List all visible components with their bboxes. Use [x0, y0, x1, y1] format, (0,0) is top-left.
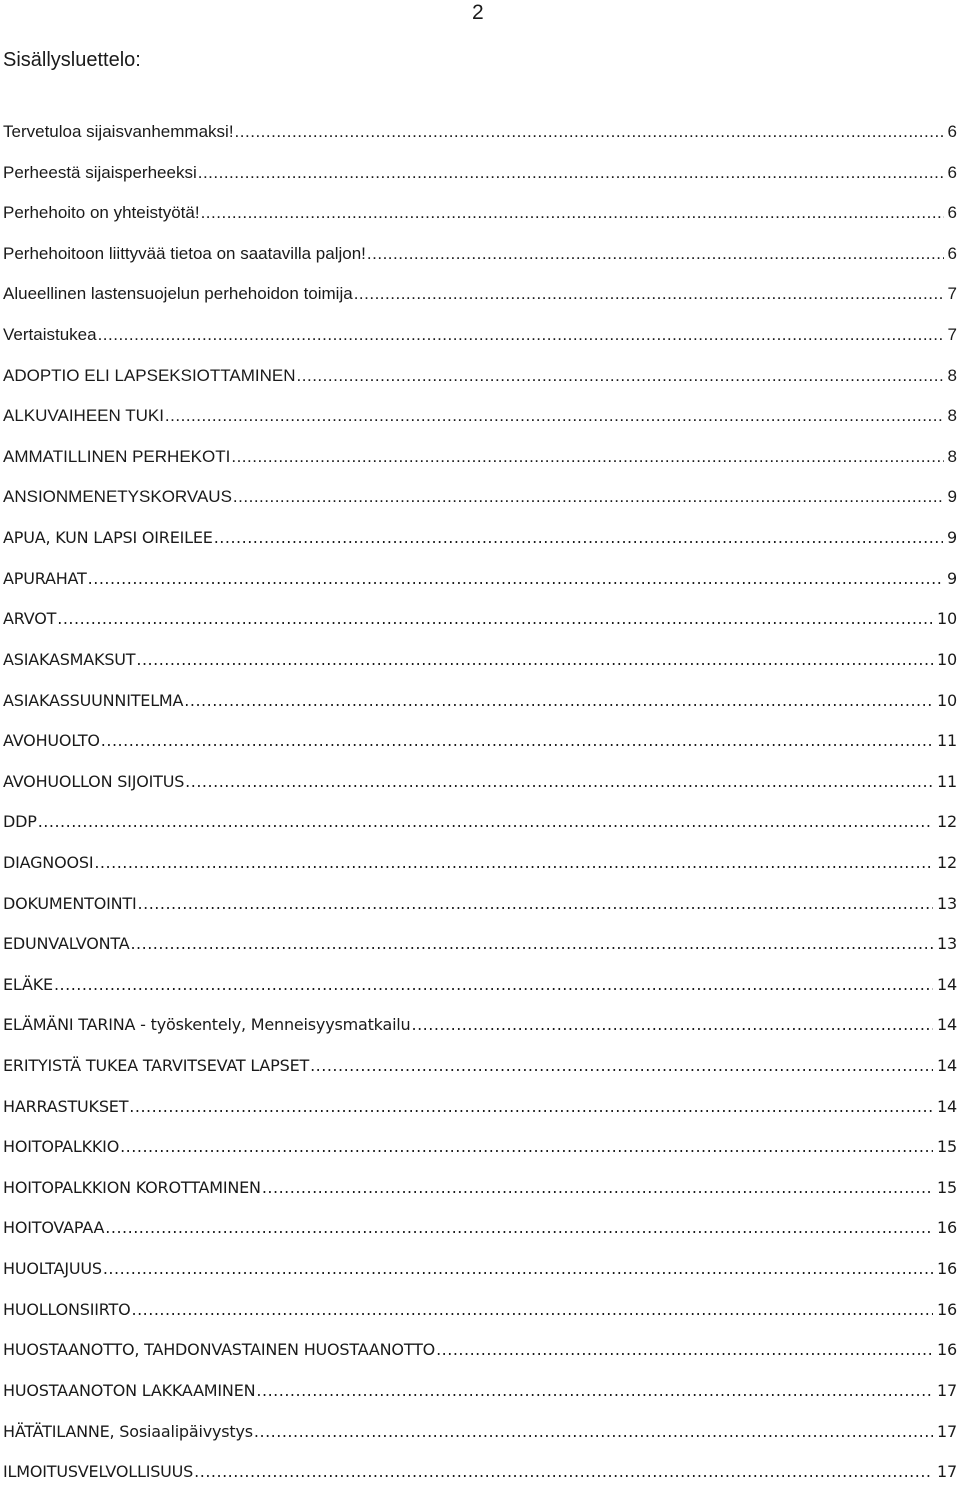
toc-entry-label: Perhehoito on yhteistyötä!	[3, 203, 200, 223]
toc-entry-page: 12	[937, 852, 957, 872]
toc-entry-label: EDUNVALVONTA	[3, 934, 130, 954]
toc-entry[interactable]	[3, 1174, 957, 1215]
toc-dot-leader	[194, 1458, 933, 1486]
toc-heading: Sisällysluettelo:	[3, 49, 141, 71]
toc-dot-leader	[310, 1052, 933, 1080]
toc-dot-leader	[103, 1255, 933, 1283]
toc-dot-leader	[184, 687, 933, 715]
toc-dot-leader	[412, 1011, 934, 1039]
toc-entry-label: DOKUMENTOINTI	[3, 893, 137, 913]
toc-entry-label: HUOLLONSIIRTO	[3, 1299, 131, 1319]
toc-entry-page: 6	[947, 203, 957, 223]
toc-entry[interactable]	[3, 1214, 957, 1255]
toc-entry-page: 9	[947, 568, 957, 588]
toc-entry[interactable]	[3, 727, 957, 768]
toc-dot-leader	[131, 1296, 933, 1324]
toc-dot-leader	[214, 524, 943, 552]
toc-entry-label: HUOLTAJUUS	[3, 1259, 102, 1279]
toc-entry-page: 14	[937, 974, 957, 994]
toc-entry-page: 11	[937, 731, 957, 751]
toc-entry[interactable]	[3, 1336, 957, 1377]
toc-entry[interactable]	[3, 565, 957, 606]
toc-entry-page: 17	[937, 1380, 957, 1400]
toc-entry-page: 16	[937, 1218, 957, 1238]
toc-entry-page: 8	[947, 365, 957, 385]
toc-entry-page: 6	[947, 162, 957, 182]
toc-entry[interactable]	[3, 1418, 957, 1459]
toc-entry-label: APUA, KUN LAPSI OIREILEE	[3, 528, 213, 548]
toc-dot-leader	[256, 1377, 933, 1405]
toc-entry-page: 14	[937, 1096, 957, 1116]
toc-entry[interactable]	[3, 1133, 957, 1174]
toc-entry-label: AMMATILLINEN PERHEKOTI	[3, 446, 231, 466]
toc-entry[interactable]	[3, 199, 957, 240]
toc-entry-label: ELÄKE	[3, 974, 53, 994]
toc-entry-label: HUOSTAANOTON LAKKAAMINEN	[3, 1380, 256, 1400]
toc-entry-page: 10	[937, 649, 957, 669]
toc-entry-label: Alueellinen lastensuojelun perhehoidon toimija	[3, 284, 353, 304]
toc-entry-label: APURAHAT	[3, 568, 87, 588]
toc-entry[interactable]	[3, 849, 957, 890]
toc-entry-label: ADOPTIO ELI LAPSEKSIOTTAMINEN	[3, 365, 296, 385]
toc-dot-leader	[185, 768, 933, 796]
toc-dot-leader	[354, 280, 944, 308]
toc-entry-label: AVOHUOLLON SIJOITUS	[3, 771, 185, 791]
toc-entry-page: 8	[947, 406, 957, 426]
toc-entry-page: 17	[937, 1421, 957, 1441]
toc-entry-label: HOITOPALKKION KOROTTAMINEN	[3, 1177, 261, 1197]
toc-entry-page: 7	[947, 325, 957, 345]
toc-entry-page: 6	[947, 122, 957, 141]
toc-dot-leader	[297, 362, 944, 390]
toc-dot-leader	[367, 240, 944, 268]
toc-entry-page: 16	[937, 1299, 957, 1319]
toc-dot-leader	[138, 890, 934, 918]
toc-dot-leader	[201, 199, 944, 227]
toc-entry-page: 13	[937, 934, 957, 954]
toc-entry-label: HÄTÄTILANNE, Sosiaalipäivystys	[3, 1421, 253, 1441]
toc-entry[interactable]	[3, 321, 957, 362]
toc-entry[interactable]	[3, 1093, 957, 1134]
toc-dot-leader	[233, 483, 944, 511]
toc-dot-leader	[436, 1336, 933, 1364]
toc-entry[interactable]	[3, 240, 957, 281]
toc-entry[interactable]	[3, 1255, 957, 1296]
page-number: 2	[472, 1, 484, 24]
toc-entry-page: 15	[937, 1137, 957, 1157]
toc-entry[interactable]	[3, 443, 957, 484]
toc-entry-page: 6	[947, 243, 957, 263]
toc-entry[interactable]	[3, 930, 957, 971]
toc-entry-page: 10	[937, 690, 957, 710]
toc-entry-label: ANSIONMENETYSKORVAUS	[3, 487, 232, 507]
toc-dot-leader	[254, 1418, 933, 1446]
toc-entry[interactable]	[3, 118, 957, 159]
toc-entry-page: 14	[937, 1015, 957, 1035]
toc-entry[interactable]	[3, 159, 957, 200]
toc-entry[interactable]	[3, 402, 957, 443]
toc-entry-page: 9	[947, 528, 957, 548]
toc-entry-label: ILMOITUSVELVOLLISUUS	[3, 1462, 194, 1482]
toc-dot-leader	[136, 646, 933, 674]
toc-entry-page: 14	[937, 1056, 957, 1076]
toc-entry-label: AVOHUOLTO	[3, 731, 100, 751]
toc-entry[interactable]	[3, 483, 957, 524]
toc-entry-label: HUOSTAANOTTO, TAHDONVASTAINEN HUOSTAANOTTO	[3, 1340, 436, 1360]
toc-entry-page: 11	[937, 771, 957, 791]
toc-dot-leader	[235, 118, 944, 146]
toc-dot-leader	[231, 443, 943, 471]
toc-entry[interactable]	[3, 280, 957, 321]
toc-entry-label: ERITYISTÄ TUKEA TARVITSEVAT LAPSET	[3, 1056, 310, 1076]
toc-entry-label: ASIAKASSUUNNITELMA	[3, 690, 184, 710]
toc-entry[interactable]	[3, 1377, 957, 1418]
toc-entry[interactable]	[3, 768, 957, 809]
toc-entry-label: HOITOPALKKIO	[3, 1137, 120, 1157]
toc-entry[interactable]	[3, 646, 957, 687]
toc-entry-label: DIAGNOOSI	[3, 852, 94, 872]
toc-dot-leader	[88, 565, 943, 593]
toc-entry[interactable]	[3, 890, 957, 931]
toc-entry-page: 16	[937, 1340, 957, 1360]
toc-dot-leader	[38, 808, 933, 836]
toc-entry-page: 12	[937, 812, 957, 832]
toc-entry-label: ELÄMÄNI TARINA - työskentely, Menneisyysmatkailu	[3, 1015, 411, 1035]
toc-entry-label: DDP	[3, 812, 37, 832]
toc-entry[interactable]	[3, 1052, 957, 1093]
toc-dot-leader	[54, 971, 933, 999]
toc-entry-label: HOITOVAPAA	[3, 1218, 105, 1238]
toc-entry-page: 16	[937, 1259, 957, 1279]
toc-entry[interactable]	[3, 1011, 957, 1052]
toc-entry-label: HARRASTUKSET	[3, 1096, 129, 1116]
toc-entry[interactable]	[3, 1296, 957, 1337]
toc-entry-page: 8	[947, 446, 957, 466]
toc-entry[interactable]	[3, 808, 957, 849]
toc-dot-leader	[101, 727, 933, 755]
toc-entry[interactable]	[3, 524, 957, 565]
toc-dot-leader	[94, 849, 933, 877]
toc-entry[interactable]	[3, 362, 957, 403]
toc-entry[interactable]	[3, 971, 957, 1012]
toc-entry[interactable]	[3, 687, 957, 728]
toc-dot-leader	[165, 402, 944, 430]
toc-entry-label: ASIAKASMAKSUT	[3, 649, 136, 669]
toc-entry[interactable]	[3, 1458, 957, 1499]
toc-entry-page: 13	[937, 893, 957, 913]
toc-dot-leader	[262, 1174, 933, 1202]
toc-entry-label: Vertaistukea	[3, 325, 97, 345]
toc-dot-leader	[105, 1214, 933, 1242]
toc-entry-page: 15	[937, 1177, 957, 1197]
toc-dot-leader	[57, 605, 933, 633]
toc-entry-label: ARVOT	[3, 609, 57, 629]
toc-entry[interactable]	[3, 605, 957, 646]
toc-dot-leader	[129, 1093, 933, 1121]
toc-entry-page: 7	[947, 284, 957, 304]
toc-entry-page: 10	[937, 609, 957, 629]
toc-entry-label: Tervetuloa sijaisvanhemmaksi!	[3, 122, 234, 141]
toc-entry-label: ALKUVAIHEEN TUKI	[3, 406, 164, 426]
toc-dot-leader	[120, 1133, 933, 1161]
toc-dot-leader	[130, 930, 933, 958]
table-of-contents	[3, 118, 957, 1499]
toc-entry-page: 17	[937, 1462, 957, 1482]
toc-entry-page: 9	[947, 487, 957, 507]
toc-entry-label: Perhehoitoon liittyvää tietoa on saatavilla paljon!	[3, 243, 366, 263]
toc-dot-leader	[198, 159, 944, 187]
toc-entry-label: Perheestä sijaisperheeksi	[3, 162, 197, 182]
toc-dot-leader	[98, 321, 944, 349]
